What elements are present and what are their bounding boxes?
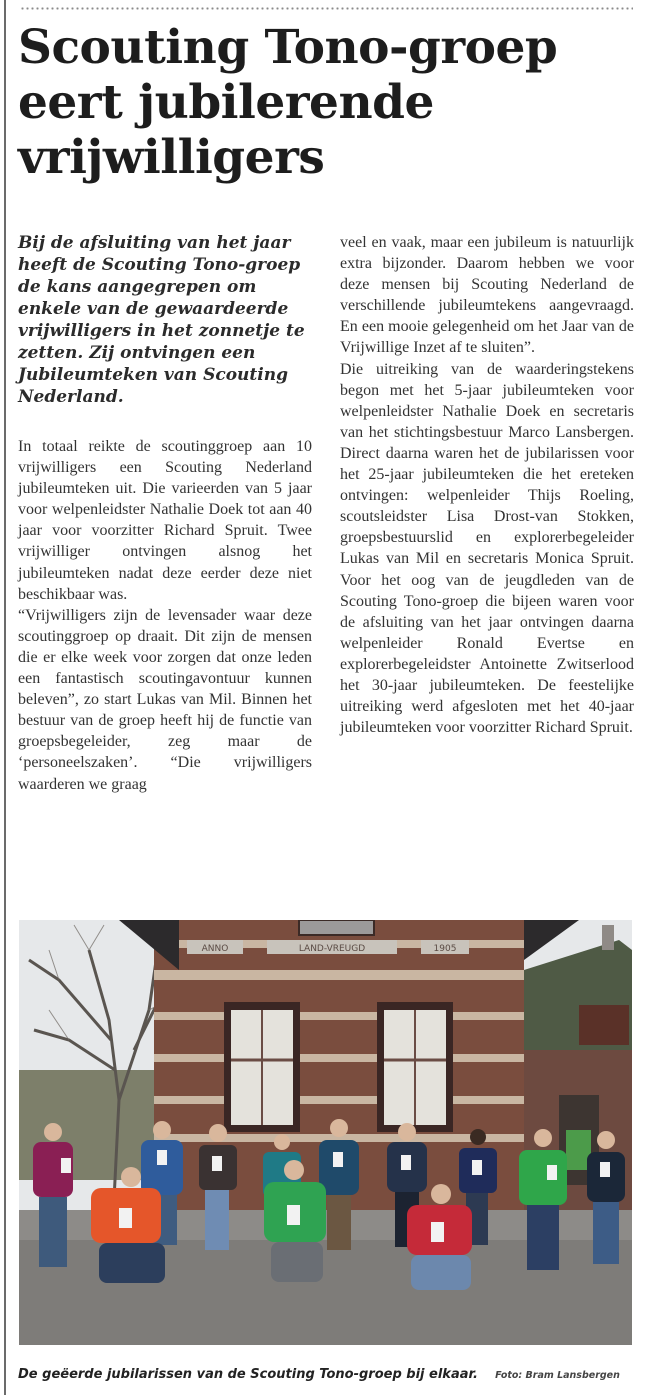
article-body-paragraph: “Vrijwilligers zijn de levensader waar deze scoutinggroep op draait. Dit zijn de mensen die er elke week voor zorgen dat onze leden een fantastisch scoutingavontuur kunnen beleven”, zo start Lukas van Mil. Binnen het bestuur van de groep heeft hij de functie van groepsbegeleider, zeg maar de ‘personeelszaken’. “Die vrijwilligers waarderen we graag bbox=[18, 606, 312, 793]
dotted-separator bbox=[20, 7, 633, 10]
group-photo bbox=[19, 920, 632, 1345]
photo-credit: Foto: Bram Lansbergen bbox=[495, 1370, 620, 1381]
article-column-left bbox=[18, 232, 312, 795]
page-left-rule bbox=[4, 0, 6, 1395]
article-body-paragraph: Die uitreiking van de waarderingstekens begon met het 5-jaar jubileumteken voor welpenleidster Nathalie Doek en secretaris van het stichtingsbestuur Marco Lansbergen. Direct daarna waren het de jubilarissen voor het 25-jaar jubileumteken die het ereteken ontvingen: welpenleider Thijs Roeling, scoutsleidster Lisa Drost-van Stokken, groepsbestuurslid en explorerbegeleider Lukas van Mil en secretaris Monica Spruit. Voor het oog van de jeugdleden van de Scouting Tono-groep die bijeen waren voor de afsluiting van het jaar ontvingen daarna welpenleider Ronald Evertse en explorerbegeleidster Antoinette Zwitserlood het 30-jaar jubileumteken. De feestelijke uitreiking werd afgesloten met het 40-jaar jubileumteken voor voorzitter Richard Spruit. bbox=[340, 360, 634, 737]
svg-text:ANNO: ANNO bbox=[201, 944, 229, 954]
caption-text: De geëerde jubilarissen van de Scouting Tono-groep bij elkaar. bbox=[18, 1367, 478, 1382]
person bbox=[33, 1123, 73, 1267]
article-headline: Scouting Tono-groep eert jubilerende vrijwilligers bbox=[18, 20, 558, 185]
article-intro: Bij de afsluiting van het jaar heeft de Scouting Tono-groep de kans aangegrepen om enkele van de gewaardeerde vrijwilligers in het zonnetje te zetten. Zij ontvingen een Jubileumteken van Scouting Nederland. bbox=[18, 233, 305, 407]
group-photo-illustration bbox=[19, 920, 632, 1345]
article-column-right bbox=[340, 232, 634, 738]
article-body-paragraph: In totaal reikte de scoutinggroep aan 10 vrijwilligers een Scouting Nederland jubileumteken uit. Die varieerden van 5 jaar voor welpenleidster Nathalie Doek tot aan 40 jaar voor voorzitter Richard Spruit. Twee vrijwilliger ontvingen alsnog het jubileumteken nadat deze eerder deze niet beschikbaar was. bbox=[18, 438, 312, 603]
article-body-paragraph: veel en vaak, maar een jubileum is natuurlijk extra bijzonder. Daarom hebben we voor deze mensen bij Scouting Nederland de verschillende jubileumtekens aangevraagd. En een mooie gelegenheid om het Jaar van de Vrijwillige Inzet af te sluiten”. bbox=[340, 234, 634, 357]
photo-caption bbox=[18, 1363, 638, 1382]
svg-text:1905: 1905 bbox=[433, 944, 457, 954]
svg-text:LAND-VREUGD: LAND-VREUGD bbox=[298, 944, 366, 954]
